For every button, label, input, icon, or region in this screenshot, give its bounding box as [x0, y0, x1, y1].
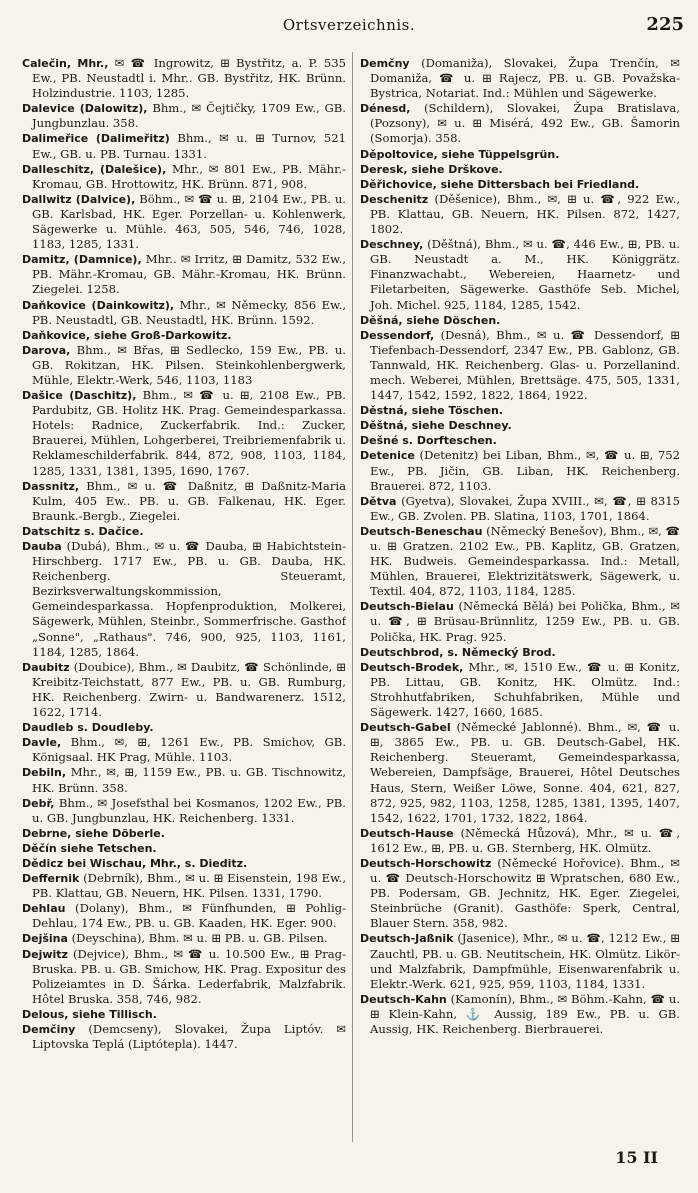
- directory-entry: [22, 841, 346, 856]
- entry-place-name: Deschney,: [360, 238, 424, 252]
- directory-entry: [360, 192, 680, 237]
- entry-details: (Jasenice), Mhr., ✉ u. ☎, 1212 Ew., ⊞ Zauchtl, PB. u. GB. Neutitschein, HK. Olmütz. Likör- und Malzfabrik, Dampfmühle, Eisenwarenfabrik u. Elektr.-Werk. 621, 925, 959, 1103, 1184, 1331.: [370, 931, 680, 991]
- entry-details: (Doubice), Bhm., ✉ Daubitz, ☎ Schönlinde, ⊞ Kreibitz-Teichstatt, 877 Ew., PB. u. GB. Rumburg, HK. Reichenberg. Zwirn- u. Bandwarenerz. 1512, 1622, 1714.: [32, 659, 346, 720]
- entry-place-name: Delous, siehe Tillisch.: [22, 1007, 157, 1021]
- directory-entry: [360, 660, 680, 720]
- entry-place-name: Deutsch-Kahn: [360, 992, 447, 1006]
- entry-place-name: Debrne, siehe Döberle.: [22, 826, 165, 840]
- running-title: Ortsverzeichnis.: [282, 16, 416, 34]
- entry-place-name: Děšná, siehe Döschen.: [360, 313, 501, 327]
- entry-place-name: Dejwitz: [22, 947, 68, 961]
- directory-entry: [22, 871, 346, 901]
- directory-entry: [22, 720, 346, 735]
- entry-details: (Schildern), Slovakei, Župa Bratislava, (Pozsony), ✉ u. ⊞ Misérá, 492 Ew., GB. Šamorin (Somorja). 358.: [370, 101, 680, 146]
- entry-details: (Německé Hořovice). Bhm., ✉ u. ☎ Deutsch-Horschowitz ⊞ Wpratschen, 680 Ew., PB. Podersam, GB. Jechnitz, HK. Eger. Ziegelei, Steinbrüche (Granit). Gasthöfe: Sperk, Central, Blauer Stern. 358, 982.: [370, 855, 680, 931]
- directory-entry: [22, 1022, 346, 1052]
- directory-entry: [22, 539, 346, 660]
- page-header: [0, 10, 698, 40]
- directory-entry: [22, 252, 346, 297]
- directory-entry: [22, 796, 346, 826]
- entry-place-name: Deresk, siehe Drškove.: [360, 162, 503, 176]
- entry-details: (Desná), Bhm., ✉ u. ☎ Dessendorf, ⊞ Tiefenbach-Dessendorf, 2347 Ew., PB. Gablonz, GB. Tannwald, HK. Reichenberg. Glas- u. Porzellanind. mech. Weberei, Mühlen, Brettsäge. 475, 505, 1331, 1447, 1542, 1592, 1822, 1864, 1922.: [370, 327, 680, 403]
- entry-place-name: Darova,: [22, 343, 71, 357]
- directory-entry: [22, 298, 346, 328]
- directory-entry: [22, 56, 346, 101]
- directory-entry: [22, 101, 346, 131]
- entry-details: Bhm., ✉, ⊞, 1261 Ew., PB. Smichov, GB. Königsaal. HK Prag, Mühle. 1103.: [32, 735, 346, 765]
- directory-entry: [22, 826, 346, 841]
- entry-place-name: Dešné s. Dorfteschen.: [360, 434, 497, 448]
- entry-details: (Deyschina), Bhm. ✉ u. ⊞ PB. u. GB. Pilsen.: [71, 931, 328, 946]
- entry-place-name: Deutsch-Brodek,: [360, 660, 464, 674]
- entry-place-name: Deutsch-Gabel: [360, 721, 451, 735]
- directory-entry: [360, 931, 680, 991]
- directory-entry: [360, 328, 680, 403]
- entry-details: (Domaniža), Slovakei, Župa Trenčín, ✉ Domaniža, ☎ u. ⊞ Rajecz, PB. u. GB. Považska-Bystrica, Notariat. Ind.: Mühlen und Sägewerke.: [370, 56, 680, 101]
- directory-entry: [360, 433, 680, 448]
- entry-details: Bhm., ✉ u. ☎ Daßnitz, ⊞ Daßnitz-Maria Kulm, 405 Ew.. PB. u. GB. Falkenau, HK. Eger. Braunk.-Bergb., Ziegelei.: [32, 478, 346, 523]
- entry-place-name: Daňkovice, siehe Groß-Darkowitz.: [22, 328, 232, 342]
- directory-entry: [22, 131, 346, 161]
- directory-entry: [22, 901, 346, 931]
- entry-place-name: Daudleb s. Doudleby.: [22, 721, 154, 735]
- entry-place-name: Calečin, Mhr.,: [22, 57, 109, 70]
- entry-details: Bhm., ✉ Čejtičky, 1709 Ew., GB. Jungbunzlau. 358.: [32, 101, 346, 131]
- entry-details: Mhr., ✉ 801 Ew., PB. Mähr.-Kromau, GB. Hrottowitz, HK. Brünn. 871, 908.: [32, 161, 346, 191]
- directory-entry: [360, 448, 680, 493]
- entry-details: (Děštná), Bhm., ✉ u. ☎, 446 Ew., ⊞, PB. u. GB. Neustadt a. M., HK. Königgrätz. Finanzwachabt., Webereien, Haarnetz- und Filetarbeiten, Sägewerke. Gasthöfe Seb. Michel, Joh. Michel. 925, 1184, 1285, 1542.: [370, 237, 680, 312]
- directory-entry: [22, 735, 346, 765]
- entry-place-name: Dašice (Daschitz),: [22, 389, 137, 403]
- directory-entry: [22, 343, 346, 388]
- entry-place-name: Debř,: [22, 796, 55, 810]
- entry-place-name: Davle,: [22, 736, 62, 750]
- directory-entry: [360, 992, 680, 1037]
- directory-entry: [360, 645, 680, 660]
- entry-details: Mhr.. ✉ Irritz, ⊞ Damitz, 532 Ew., PB. Mähr.-Kromau, GB. Mähr.-Kromau, HK. Brünn. Ziegelei. 1258.: [32, 252, 346, 297]
- column-divider: [352, 52, 353, 1142]
- entry-place-name: Deutsch-Hause: [360, 826, 454, 840]
- directory-entry: [22, 765, 346, 795]
- entry-place-name: Datschitz s. Dačice.: [22, 524, 144, 538]
- directory-entry: [22, 1007, 346, 1022]
- directory-entry: [360, 313, 680, 328]
- entry-place-name: Debiln,: [22, 766, 67, 780]
- directory-entry: [360, 599, 680, 644]
- directory-entry: [360, 237, 680, 312]
- entry-details: Bhm., ✉ ☎ u. ⊞, 2108 Ew., PB. Pardubitz, GB. Holitz HK. Prag. Gemeindesparkassa. Hotels: Radnice, Zuckerfabrik. Ind.: Zucker, Brauerei, Mühlen, Lohgerberei, Treibriemenfabrik u. Reklameschilderfabrik. 844, 872, 908, 1103, 1184, 1285, 1331, 1381, 1395, 1690, 1767.: [32, 388, 346, 478]
- entry-place-name: Deutsch-Jaßnik: [360, 932, 454, 946]
- entry-place-name: Dallwitz (Dalvice),: [22, 192, 136, 206]
- entry-place-name: Dětva: [360, 494, 397, 508]
- entry-place-name: Damitz, (Damnice),: [22, 253, 142, 267]
- entry-details: (Německá Bělá) bei Polička, Bhm., ✉ u. ☎, ⊞ Brüsau-Brünnlitz, 1259 Ew., PB. u. GB. Polička, HK. Prag. 925.: [370, 599, 680, 644]
- directory-entry: [360, 147, 680, 162]
- directory-entry: [22, 947, 346, 1007]
- entry-details: (Kamonín), Bhm., ✉ Böhm.-Kahn, ☎ u. ⊞ Klein-Kahn, ⚓ Aussig, 189 Ew., PB. u. GB. Aussig, HK. Reichenberg. Bierbrauerei.: [370, 991, 680, 1036]
- directory-entry: [22, 388, 346, 479]
- directory-entry: [360, 403, 680, 418]
- entry-details: Mhr., ✉, ⊞, 1159 Ew., PB. u. GB. Tischnowitz, HK. Brünn. 358.: [32, 765, 346, 795]
- entry-place-name: Děstná, siehe Töschen.: [360, 404, 503, 418]
- entry-place-name: Děřichovice, siehe Dittersbach bei Friedland.: [360, 177, 640, 191]
- entry-place-name: Deschenitz: [360, 192, 429, 206]
- entry-details: (Německý Benešov), Bhm., ✉, ☎ u. ⊞ Gratzen. 2102 Ew., PB. Kaplitz, GB. Gratzen, HK. Budweis. Gemeindesparkassa. Ind.: Metall, Mühlen, Brauerei, Elektrizitätswerk, Sägewerk, u. Textil. 404, 872, 1103, 1184, 1285.: [370, 523, 680, 599]
- entry-place-name: Děčín siehe Tetschen.: [22, 841, 157, 855]
- directory-entry: [22, 524, 346, 539]
- directory-entry: [22, 931, 346, 946]
- directory-entry: [360, 177, 680, 192]
- entry-place-name: Dalevice (Dalowitz),: [22, 102, 148, 116]
- directory-entry: [22, 479, 346, 524]
- entry-details: (Demcseny), Slovakei, Župa Liptóv. ✉ Liptovska Teplá (Liptótepla). 1447.: [32, 1022, 346, 1052]
- entry-details: (Dolany), Bhm., ✉ Fünfhunden, ⊞ Pohlig-Dehlau, 174 Ew., PB. u. GB. Kaaden, HK. Eger. 900.: [32, 901, 346, 931]
- entry-details: (Dejvice), Bhm., ✉ ☎ u. 10.500 Ew., ⊞ Prag-Bruska. PB. u. GB. Smichow, HK. Prag. Expositur des Polizeiamtes in D. Šárka. Lederfabrik, Malzfabrik. Hôtel Bruska. 358, 746, 982.: [32, 946, 346, 1006]
- entry-details: (Detenitz) bei Liban, Bhm., ✉, ☎ u. ⊞, 752 Ew., PB. Jičin, GB. Liban, HK. Reichenberg. Brauerei. 872, 1103.: [370, 448, 680, 493]
- entry-place-name: Deutschbrod, s. Německý Brod.: [360, 645, 556, 659]
- entry-details: (Debrník), Bhm., ✉ u. ⊞ Eisenstein, 198 Ew., PB. Klattau, GB. Neuern, HK. Pilsen. 1331, 1790.: [32, 871, 346, 901]
- entry-details: Mhr., ✉ Německy, 856 Ew., PB. Neustadtl, GB. Neustadtl, HK. Brünn. 1592.: [32, 297, 346, 327]
- entry-place-name: Deffernik: [22, 872, 80, 886]
- directory-entry: [360, 162, 680, 177]
- entry-place-name: Dehlau: [22, 902, 66, 916]
- directory-entry: [360, 720, 680, 826]
- entry-place-name: Demčiny: [22, 1023, 76, 1036]
- entry-place-name: Dassnitz,: [22, 479, 80, 493]
- entry-place-name: Daubitz: [22, 660, 70, 674]
- entry-details: Bhm., ✉ Břas, ⊞ Sedlecko, 159 Ew., PB. u. GB. Rokitzan, HK. Pilsen. Steinkohlenbergwerk, Mühle, Elektr.-Werk, 546, 1103, 1183: [32, 342, 346, 387]
- entry-place-name: Dessendorf,: [360, 328, 435, 342]
- entry-details: (Dubá), Bhm., ✉ u. ☎ Dauba, ⊞ Habichtstein-Hirschberg. 1717 Ew., PB. u. GB. Dauba, HK. Reichenberg. Steueramt, Bezirksverwaltungskommission, Gemeindesparkassa. Hopfenproduktion, Molkerei, Sägewerk, Mühlen, Steinbr., Sommerfrische. Gasthof „Sonne", „Rathaus". 746, 900, 925, 1103, 1161, 1184, 1285, 1864.: [32, 539, 346, 659]
- entry-details: Mhr., ✉, 1510 Ew., ☎ u. ⊞ Konitz, PB. Littau, GB. Konitz, HK. Olmütz. Ind.: Strohhutfabriken, Schuhfabriken, Mühle und Sägewerk. 1427, 1660, 1685.: [370, 659, 680, 720]
- entry-place-name: Dauba: [22, 540, 62, 553]
- entry-place-name: Daňkovice (Dainkowitz),: [22, 298, 175, 312]
- directory-entry: [360, 101, 680, 146]
- directory-entry: [22, 162, 346, 192]
- entry-details: Böhm., ✉ ☎ u. ⊞, 2104 Ew., PB. u. GB. Karlsbad, HK. Eger. Porzellan- u. Kohlenwerk, Sägewerke u. Mühle. 463, 505, 546, 746, 1028, 1183, 1285, 1331.: [32, 191, 346, 252]
- directory-entry: [22, 856, 346, 871]
- directory-entry: [22, 328, 346, 343]
- page-number: 225: [646, 14, 684, 35]
- right-column: [360, 56, 680, 1146]
- entry-details: Bhm., ✉ Josefsthal bei Kosmanos, 1202 Ew., PB. u. GB. Jungbunzlau, HK. Reichenberg. 1331.: [32, 795, 346, 825]
- directory-entry: [22, 660, 346, 720]
- directory-entry: [360, 856, 680, 931]
- entry-details: (Německé Jablonné). Bhm., ✉, ☎ u. ⊞, 3865 Ew., PB. u. GB. Deutsch-Gabel, HK. Reichenberg. Steueramt, Gemeindesparkassa, Webereien, Dampfsäge, Brauerei, Hôtel Deutsches Haus, Stern, Weißer Löwe, Sonne. 404, 621, 827, 872, 925, 982, 1103, 1258, 1285, 1381, 1395, 1407, 1542, 1622, 1701, 1732, 1822, 1864.: [370, 720, 680, 825]
- entry-details: (Děšenice), Bhm., ✉, ⊞ u. ☎, 922 Ew., PB. Klattau, GB. Neuern, HK. Pilsen. 872, 1427, 1802.: [370, 191, 680, 237]
- entry-details: ✉ ☎ Ingrowitz, ⊞ Bystřitz, a. P. 535 Ew., PB. Neustadtl i. Mhr.. GB. Bystřitz, HK. Brünn. Holzindustrie. 1103, 1285.: [32, 56, 346, 101]
- directory-entry: [360, 56, 680, 101]
- entry-place-name: Deutsch-Horschowitz: [360, 856, 492, 870]
- entry-details: Bhm., ✉ u. ⊞ Turnov, 521 Ew., GB. u. PB. Turnau. 1331.: [32, 131, 346, 161]
- directory-entry: [22, 192, 346, 252]
- left-column: [22, 56, 346, 1146]
- entry-place-name: Děštná, siehe Deschney.: [360, 419, 512, 433]
- entry-place-name: Detenice: [360, 449, 415, 463]
- entry-place-name: Dalimeřice (Dalimeřitz): [22, 132, 170, 146]
- entry-place-name: Dalleschitz, (Dalešice),: [22, 162, 167, 176]
- printer-signature: 15 II: [615, 1148, 658, 1167]
- directory-entry: [360, 524, 680, 599]
- entry-details: (Německá Hůzová), Mhr., ✉ u. ☎, 1612 Ew., ⊞, PB. u. GB. Sternberg, HK. Olmütz.: [370, 825, 680, 855]
- directory-entry: [360, 494, 680, 524]
- directory-entry: [360, 826, 680, 856]
- entry-place-name: Dejšina: [22, 932, 68, 946]
- entry-place-name: Deutsch-Bielau: [360, 600, 454, 614]
- entry-place-name: Demčny: [360, 57, 410, 70]
- entry-place-name: Děpoltovice, siehe Tüppelsgrün.: [360, 147, 560, 161]
- entry-place-name: Dénesd,: [360, 102, 411, 116]
- entry-place-name: Deutsch-Beneschau: [360, 524, 483, 538]
- entry-details: (Gyetva), Slovakei, Župa XVIII., ✉, ☎, ⊞ 8315 Ew., GB. Zvolen. PB. Slatina, 1103, 1701, 1864.: [370, 493, 680, 523]
- directory-entry: [360, 418, 680, 433]
- entry-place-name: Dědicz bei Wischau, Mhr., s. Dieditz.: [22, 856, 248, 870]
